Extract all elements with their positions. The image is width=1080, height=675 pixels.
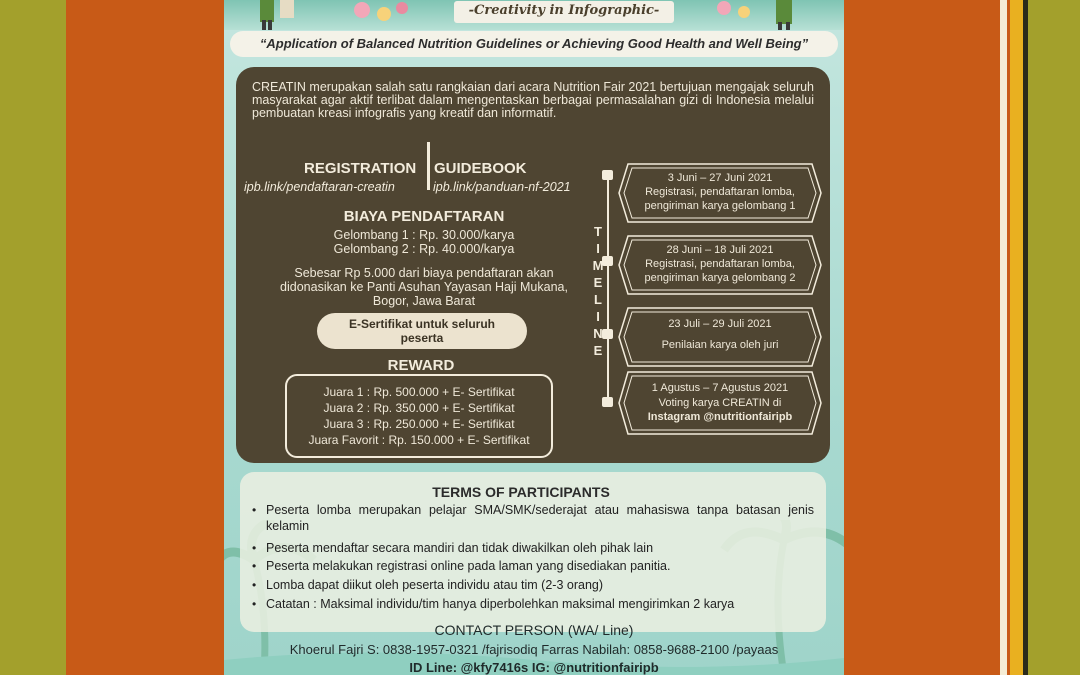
timeline-dot <box>602 397 613 407</box>
timeline-desc: Voting karya CREATIN di <box>658 397 782 409</box>
donation-line-2: didonasikan ke Panti Asuhan Yayasan Haji Mukana, <box>280 280 568 294</box>
reward-box <box>285 374 553 458</box>
timeline-letter: L <box>594 292 602 307</box>
term-item <box>252 540 814 556</box>
timeline-letter: I <box>596 309 600 324</box>
timeline-event <box>618 235 822 295</box>
term-item <box>252 577 814 593</box>
reward-title: REWARD <box>387 357 455 374</box>
fee-wave-2: Gelombang 2 : Rp. 40.000/karya <box>333 242 515 256</box>
timeline-letter: I <box>596 241 600 256</box>
characters-left-illustration <box>252 0 312 30</box>
cream-stripe <box>1000 0 1007 675</box>
term-text: Lomba dapat diikut oleh peserta individu atau tim (2-3 orang) <box>266 578 604 592</box>
timeline-desc: pengiriman karya gelombang 1 <box>644 200 796 212</box>
certificate-line-1: E-Sertifikat untuk seluruh <box>348 317 496 331</box>
term-item <box>252 596 814 612</box>
divider <box>427 142 430 190</box>
contact-title: CONTACT PERSON (WA/ Line) <box>434 622 634 638</box>
timeline-desc: pengiriman karya gelombang 2 <box>644 272 796 284</box>
timeline-event <box>618 307 822 367</box>
term-text: Peserta melakukan registrasi online pada laman yang disediakan panitia. <box>266 559 671 573</box>
timeline-desc: Registrasi, pendaftaran lomba, <box>645 258 795 270</box>
timeline-axis <box>607 175 609 407</box>
timeline-desc: Instagram @nutritionfairipb <box>647 411 793 423</box>
fee-title: BIAYA PENDAFTARAN <box>343 208 505 225</box>
term-item <box>252 502 814 534</box>
certificate-pill <box>317 313 527 349</box>
timeline-event <box>618 163 822 223</box>
timeline-date: 1 Agustus – 7 Agustus 2021 <box>651 382 789 394</box>
guidebook-link[interactable]: ipb.link/panduan-nf-2021 <box>433 180 571 194</box>
timeline-letter: T <box>594 224 602 239</box>
term-text: Catatan : Maksimal individu/tim hanya diperbolehkan maksimal mengirimkan 2 karya <box>266 597 735 611</box>
flowers-left-icon <box>342 0 422 30</box>
timeline-date: 3 Juni – 27 Juni 2021 <box>667 172 773 184</box>
reward-item: Juara Favorit : Rp. 150.000 + E- Sertifikat <box>308 433 530 447</box>
guidebook-title: GUIDEBOOK <box>434 160 527 177</box>
bullet-icon: • <box>252 559 257 573</box>
timeline-letter: E <box>593 275 603 290</box>
registration-link[interactable]: ipb.link/pendaftaran-creatin <box>244 180 395 194</box>
olive-frame-left <box>0 0 66 675</box>
timeline-letter: N <box>593 326 603 341</box>
timeline-letter: M <box>592 258 604 273</box>
bullet-icon: • <box>252 578 257 592</box>
terms-title: TERMS OF PARTICIPANTS <box>432 484 610 500</box>
timeline-date: 23 Juli – 29 Juli 2021 <box>668 318 772 330</box>
timeline-desc: Penilaian karya oleh juri <box>661 339 779 351</box>
timeline-desc: Registrasi, pendaftaran lomba, <box>645 186 795 198</box>
olive-frame-right <box>1028 0 1080 675</box>
reward-item: Juara 3 : Rp. 250.000 + E- Sertifikat <box>323 417 515 431</box>
poster <box>224 0 844 675</box>
contact-persons: Khoerul Fajri S: 0838-1957-0321 /fajrisodiq Farras Nabilah: 0858-9688-2100 /payaas <box>289 642 779 657</box>
term-text: Peserta lomba merupakan pelajar SMA/SMK/sederajat atau mahasiswa tanpa batasan jenis kelamin <box>266 503 814 533</box>
theme-pill <box>230 31 838 57</box>
donation-line-1: Sebesar Rp 5.000 dari biaya pendaftaran akan <box>294 266 554 280</box>
timeline-event <box>618 371 822 431</box>
term-text: Peserta mendaftar secara mandiri dan tidak diwakilkan oleh pihak lain <box>266 541 654 555</box>
yellow-stripe <box>1010 0 1023 675</box>
registration-title: REGISTRATION <box>304 160 417 177</box>
fee-wave-1: Gelombang 1 : Rp. 30.000/karya <box>333 228 515 242</box>
bullet-icon: • <box>252 597 257 611</box>
event-tagline: -Creativity in Infographic- <box>468 3 660 18</box>
bullet-icon: • <box>252 503 257 517</box>
reward-item: Juara 1 : Rp. 500.000 + E- Sertifikat <box>323 385 515 399</box>
intro-paragraph: CREATIN merupakan salah satu rangkaian dari acara Nutrition Fair 2021 bertujuan mengajak seluruh masyarakat agar aktif terlibat dalam mengentaskan berbagai permasalahan gizi di Indonesia melalui pembuatan kreasi infografis yang kreatif dan informatif. <box>252 80 814 120</box>
timeline-dot <box>602 170 613 180</box>
timeline-date: 28 Juni – 18 Juli 2021 <box>666 244 774 256</box>
certificate-line-2: peserta <box>400 331 444 345</box>
term-item <box>252 558 814 574</box>
theme-text: “Application of Balanced Nutrition Guidelines or Achieving Good Health and Well Being” <box>259 36 809 51</box>
info-panel <box>236 67 830 463</box>
contact-ids: ID Line: @kfy7416s IG: @nutritionfairipb <box>409 660 659 675</box>
donation-line-3: Bogor, Jawa Barat <box>372 294 476 308</box>
certificate-text <box>317 317 527 345</box>
event-banner <box>454 1 674 23</box>
timeline-letter: E <box>593 343 603 358</box>
reward-item: Juara 2 : Rp. 350.000 + E- Sertifikat <box>323 401 515 415</box>
timeline-event-frame <box>618 307 822 367</box>
characters-right-illustration <box>704 0 814 30</box>
bullet-icon: • <box>252 541 257 555</box>
